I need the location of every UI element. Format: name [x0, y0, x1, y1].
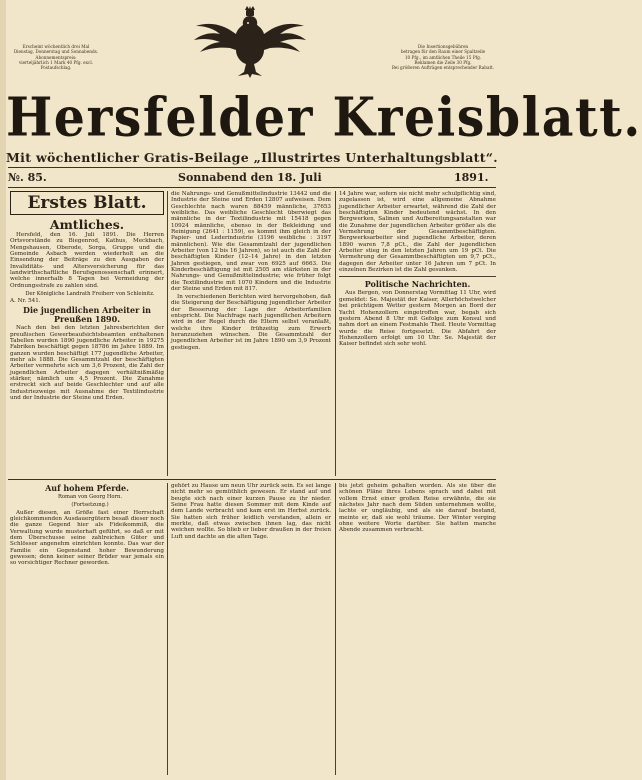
column-divider [167, 483, 168, 775]
column-divider [167, 191, 168, 476]
column-2-text-1: die Nahrungs- und Genußmittelindustrie 13442 und die Industrie der Steine und Erden 12807 aufweisen. Dem Geschlechte nach waren 88459 männliche, 37653 weibliche. Das weibliche Geschlecht überwiegt das männliche in der Textilindustrie mit 15418 gegen 10924 männliche, ebenso in der Bekleidung und Reinigung (2641 : 1159), es kommt ihm gleich in der Papier- und Lederindustrie (3196 weibliche : 3197 männlichen). Wie die Gesammtzahl der jugendlichen Arbeiter (von 12 bis 16 Jahren), so ist auch die Zahl der beschäftigten Kinder (12–14 Jahre) in den letzten Jahren gestiegen, und zwar von 6925 auf 6663. Die Kinderbeschäftigung ist mit 2505 am stärksten in der Nahrungs- und Genußmittelindustrie; wie früher folgt die Textilindustrie mit 1070 Kindern und die Industrie der Steine und Erden mit 817. [171, 191, 331, 293]
column-2 [171, 191, 331, 475]
issue-number: №. 85. [8, 171, 47, 184]
amtliches-text: Hersfeld, den 16. Juli 1891. Die Herren Ortsvorstände zu Biegenrod, Kathus, Meckbach, Mengshausen, Oberode, Sorga, Gruppe und die Gemeinde Asbach werden wiederholt an die Einsendung der Beiträge zu den Ausgaben der Invaliditäts- und Altersversicherung für das landwirthschaftliche Berufsgenossenschaft erinnert, welche innerhalb 8 Tagen bei Vermeidung der Ordnungsstrafe zu zahlen sind. [10, 232, 164, 289]
header-right-line: Die Insertionsgebühren [417, 44, 469, 49]
feuilleton-column-1 [10, 483, 164, 775]
issue-date: Sonnabend den 18. Juli [178, 171, 322, 184]
reference-number: A. Nr. 541. [10, 298, 41, 305]
amtliches-heading: Amtliches. [49, 217, 125, 232]
article-heading-jugendliche-arbeiter: Die jugendlichen Arbeiter in Preußen 1890. [23, 305, 151, 325]
article-text: Nach den bei den letzten Jahresberichten der preußischen Gewerbeaufsichtsbeamten enthaltenen Tabellen wurden 1890 jugendliche Arbeiter in 19275 Fabriken beschäftigt gegen 18786 im Jahre 1889. Im ganzen wurden beschäftigt 177 jugendliche Arbeiter, mehr als 1888. Die Gesammtzahl der beschäftigten Arbeiter vermehrte sich um 3,6 Prozent, die Zahl der jugendlichen Arbeiter dagegen verhältnißmäßig stärker, nämlich um 4,5 Prozent. Die Zunahme erstreckt sich auf beide Geschlechter und auf alle Industriezweige mit Ausnahme der Textilindustrie und der Industrie der Steine und Erden. [10, 325, 164, 402]
header-left-line: Abonnementspreis: [35, 54, 77, 60]
header-left-line: Dienstag, Donnerstag und Sonnabends. [13, 49, 99, 55]
header-rule-bottom [8, 187, 496, 188]
header-right-line: 10 Pfg., im amtlichen Theile 15 Pfg. [404, 54, 482, 60]
column-2-text-2: In verschiedenen Berichten wird hervorgehoben, daß die Steigerung der Beschäftigung jugendlicher Arbeiter der Besserung der Lage der Arbeiterfamilien entspricht. Die Nachfrage nach jugendlichen Arbeitern wird in der Regel durch die Eltern selbst veranlaßt, welche ihre Kinder frühzeitig zum Erwerb heranzuziehen wünschen. Die Gesammtzahl der jugendlichen Arbeiter ist im Jahre 1890 um 3,9 Prozent gestiegen. [171, 294, 331, 351]
column-3-text-1: 14 Jahre war, sofern sie nicht mehr schulpflichtig sind, zugelassen ist, wird eine allgemeine Abnahme jugendlicher Arbeiter erwartet, während die Zahl der beschäftigten Kinder bedeutend wächst. In den Bergwerken, Salinen und Aufbereitungsanstalten war die Zunahme der jugendlichen Arbeiter größer als die Vermehrung der Gesammtbeschäftigten. Bergwerksarbeiter sind jugendliche Arbeiter, deren 1890 waren 7,8 pCt., die Zahl der jugendlichen Arbeiter stieg in den letzten Jahren um 19 pCt. Die Vermehrung der Gesammtbeschäftigten um 9,7 pCt., dagegen der Arbeiter unter 16 Jahren um 7 pCt. In einzelnen Bezirken ist die Zahl gesunken. [339, 191, 496, 274]
issue-year: 1891. [454, 171, 489, 184]
feuilleton-title: Auf hohem Pferde. [45, 483, 129, 493]
feuilleton-column-3 [339, 483, 496, 775]
column-divider [335, 483, 336, 775]
politics-heading: Politische Nachrichten. [364, 279, 471, 290]
feuilleton-author: Roman von Georg Horn. [58, 494, 122, 500]
column-divider [335, 191, 336, 476]
header-right-line: betragen für den Raum einer Spaltzeile [400, 49, 486, 55]
feuilleton-continuation: (Fortsetzung.) [71, 501, 109, 508]
header-left-line: vierteljährlich 1 Mark 40 Pfg. excl. [18, 59, 94, 65]
column-1 [10, 191, 164, 475]
header-right-line: Reklamen die Zeile 30 Pfg. [414, 59, 472, 65]
section-heading-erstes-blatt: Erstes Blatt. [10, 191, 164, 215]
masthead-subtitle: Mit wöchentlicher Gratis-Beilage „Illustrirtes Unterhaltungsblatt“. [6, 150, 498, 165]
signature: Der Königliche Landrath Freiherr von Schleinitz. [25, 290, 155, 297]
header-right-line: Bei größeren Aufträgen entsprechender Rabatt. [391, 65, 495, 71]
column-3 [339, 191, 496, 475]
header-rule-top [8, 167, 496, 168]
feuilleton-rule [8, 479, 496, 480]
feuilleton-text-3: bis jetzt geheim gehalten worden. Als sie über die schönen Pläne ihres Lebens sprach und dabei mit vollem Ernst einer großen Reise erwähnte, die sie nächstes Jahr nach dem Süden unternehmen wollte, lachte er ungläubig, und als sie darauf bestand, meinte er, daß sie wohl träume. Der Winter verging ohne weitere Worte darüber. Sie hatten manche Abende zusammen verbracht. [339, 483, 496, 534]
feuilleton-text-1: Außer diesen, an Größe fast einer Herrschaft gleichkommenden Ausdauergütern besaß dieser noch die ganze Gegend hier als Fideikommiß, die Verwaltung wurde musterhaft geführt, so daß er mit dem Überschusse seine zahlreichen Güter und Schlösser angenehm einrichten konnte. Das war der Familie ein Gegenstand hoher Bewunderung gewesen; denn keiner seiner Brüder war jemals ein so vorsichtiger Rechner geworden. [10, 509, 164, 567]
header-right-info [388, 44, 498, 70]
header-left-line: Erscheint wöchentlich drei Mal [22, 44, 90, 49]
feuilleton-column-2 [171, 483, 331, 775]
header-left-info [6, 44, 106, 70]
feuilleton-text-2: gehört zu Hause um neun Uhr zurück sein. Es sei lange nicht mehr so gemüthlich gewesen. Er stand auf und beugte sich nach einer kurzen Pause zu ihr nieder. Seine Frau hatte diesen Sommer mit dem Kinde auf dem Lande verbracht und kam erst im Herbst zurück. Sie hatten sich früher leidlich verstanden, allein er merkte, daß etwas zwischen ihnen lag, das nicht weichen wollte. So blieb er lieber draußen in der freien Luft und dachte an die alten Tage. [171, 483, 331, 540]
section-rule [339, 276, 496, 277]
politics-text: Aus Bergen, von Donnerstag Vormittag 11 Uhr, wird gemeldet: Se. Majestät der Kaiser, Allerhöchstwelcher bei prächtigem Wetter gestern Morgen an Bord der Yacht Hohenzollern eingetroffen war, begab sich gestern Abend 8 Uhr mit Gefolge zum Konsul und nahm dort an einem Festmahle Theil. Heute Vormittag wurde die Reise fortgesetzt. Die Abfahrt der Hohenzollern erfolgt um 10 Uhr. Se. Majestät der Kaiser befindet sich sehr wohl. [339, 290, 496, 348]
masthead-title: Hersfelder Kreisblatt. [6, 85, 642, 149]
eagle-emblem-icon [190, 6, 310, 78]
header-left-line: Postaufschlag. [40, 65, 72, 71]
